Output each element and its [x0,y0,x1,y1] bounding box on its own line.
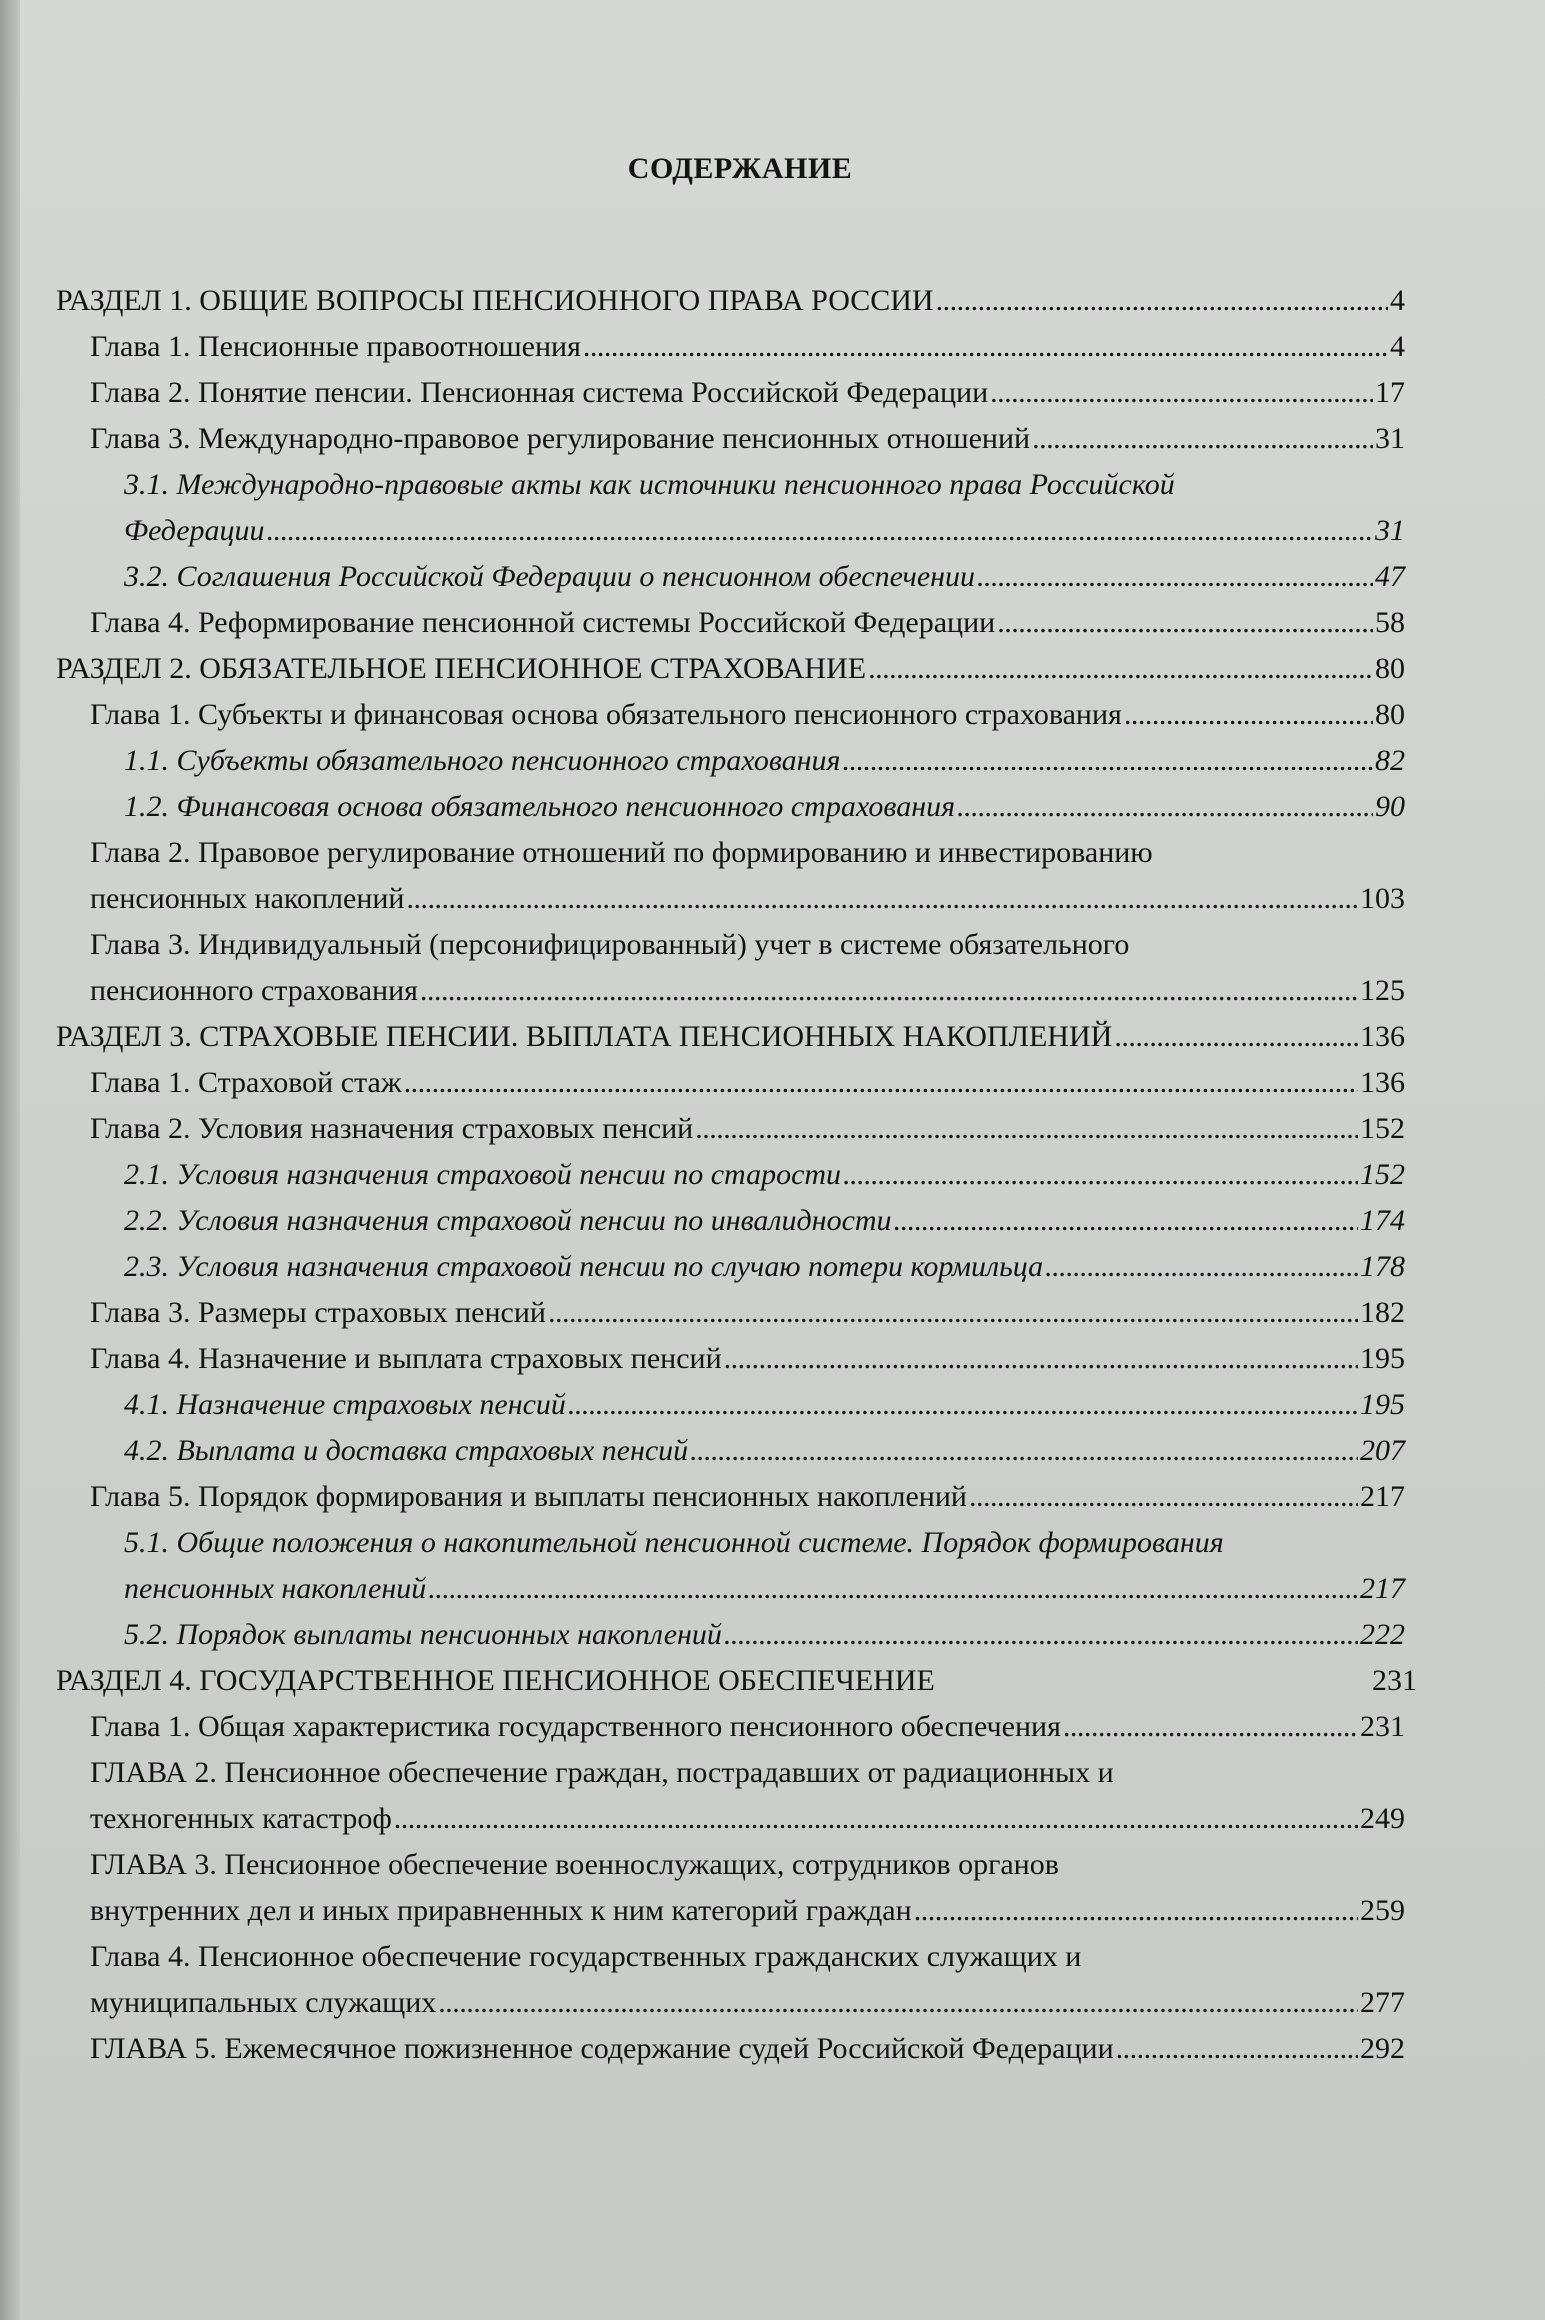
dot-leader [438,1980,1358,2026]
page-number: 222 [1360,1618,1405,1651]
toc-entry [0,738,1405,784]
toc-entry [0,1704,1405,1750]
page-number: 80 [1375,652,1405,685]
dot-leader [914,1888,1358,1934]
toc-entry-text: 1.2. Финансовая основа обязательного пенсионного страхования [124,790,956,823]
toc-entry [0,1152,1405,1198]
toc-entry-text: 2.3. Условия назначения страховой пенсии по случаю потери кормильца [124,1250,1044,1283]
page-number: 292 [1360,2032,1405,2065]
dot-leader [695,1106,1358,1152]
page-number: 4 [1390,284,1405,317]
toc-entry-text: Глава 4. Назначение и выплата страховых пенсий [90,1342,722,1375]
toc-entry-text: 2.1. Условия назначения страховой пенсии по старости [124,1158,842,1191]
page-number: 125 [1360,974,1405,1007]
page-number: 277 [1360,1986,1405,2019]
page-number: 152 [1360,1158,1405,1191]
toc-entry [0,646,1405,692]
page-number: 231 [1372,1664,1417,1697]
dot-leader [407,876,1359,922]
toc-entry-text: техногенных катастроф [90,1802,392,1835]
dot-leader [724,1336,1358,1382]
dot-leader [957,784,1373,830]
toc-entry [0,922,1405,1014]
page-number: 82 [1375,744,1405,777]
page-number: 103 [1360,882,1405,915]
page-number: 17 [1375,376,1405,409]
dot-leader [428,1566,1358,1612]
dot-leader [1063,1704,1358,1750]
dot-leader [1116,2026,1358,2072]
toc-entry [0,1336,1405,1382]
page-number: 249 [1360,1802,1405,1835]
toc-entry-text: Глава 5. Порядок формирования и выплаты пенсионных накоплений [90,1480,967,1513]
toc-entry-text: Глава 1. Общая характеристика государственного пенсионного обеспечения [90,1710,1061,1743]
page-number: 4 [1390,330,1405,363]
toc-entry-text: пенсионных накоплений [124,1572,427,1605]
page-number: 152 [1360,1112,1405,1145]
dot-leader [936,278,1388,324]
toc-entry [0,1244,1405,1290]
page-number: 195 [1360,1388,1405,1421]
page-number: 259 [1360,1894,1405,1927]
dot-leader [843,1152,1358,1198]
page-title: СОДЕРЖАНИЕ [627,152,853,185]
toc-entry [0,1106,1405,1152]
dot-leader [568,1382,1358,1428]
toc-entry-text: Глава 3. Международно-правовое регулирование пенсионных отношений [90,422,1031,455]
toc-entry-text: Глава 1. Субъекты и финансовая основа обязательного пенсионного страхования [90,698,1122,731]
toc-entry-text: 5.2. Порядок выплаты пенсионных накоплений [124,1618,722,1651]
toc-entry-text: Федерации [124,514,265,547]
dot-leader [1124,692,1373,738]
toc-entry [0,1934,1405,2026]
toc-entry-text: Глава 2. Условия назначения страховых пенсий [90,1112,694,1145]
toc-entry-text: 3.2. Соглашения Российской Федерации о пенсионном обеспечении [124,560,976,593]
toc-entry-text: 4.2. Выплата и доставка страховых пенсий [124,1434,689,1467]
toc-entry [0,1750,1405,1842]
toc-entry [0,784,1405,830]
toc-entry-text: Глава 1. Страховой стаж [90,1066,402,1099]
toc-entry-text: РАЗДЕЛ 3. СТРАХОВЫЕ ПЕНСИИ. ВЫПЛАТА ПЕНСИОННЫХ НАКОПЛЕНИЙ [56,1020,1113,1053]
toc-entry-text: 5.1. Общие положения о накопительной пенсионной системе. Порядок формирования [124,1526,1224,1559]
toc-entry [0,1382,1405,1428]
dot-leader [990,370,1373,416]
toc-entry-text: пенсионного страхования [90,974,418,1007]
dot-leader [394,1796,1358,1842]
toc-entry [0,1198,1405,1244]
page-number: 207 [1360,1434,1405,1467]
toc-entry [0,1658,1417,1704]
page-number: 58 [1375,606,1405,639]
toc-entry-text: РАЗДЕЛ 4. ГОСУДАРСТВЕННОЕ ПЕНСИОННОЕ ОБЕСПЕЧЕНИЕ [56,1664,935,1697]
toc-entry-text: Глава 3. Размеры страховых пенсий [90,1296,546,1329]
toc-entry-text: ГЛАВА 5. Ежемесячное пожизненное содержание судей Российской Федерации [90,2032,1114,2065]
toc-entry [0,462,1405,554]
dot-leader [548,1290,1358,1336]
dot-leader [724,1612,1358,1658]
dot-leader [420,968,1358,1014]
page-number: 31 [1375,514,1405,547]
toc-entry [0,1842,1405,1934]
toc-entry [0,278,1405,324]
toc-entry [0,1014,1405,1060]
toc-entry-text: пенсионных накоплений [90,882,405,915]
toc-entry-text: 3.1. Международно-правовые акты как источники пенсионного права Российской [124,468,1175,501]
page-number: 47 [1375,560,1405,593]
toc-entry-text: Глава 1. Пенсионные правоотношения [90,330,581,363]
dot-leader [997,600,1373,646]
toc-entry [0,324,1405,370]
dot-leader [1032,416,1373,462]
toc-entry [0,1060,1405,1106]
toc-entry [0,1290,1405,1336]
page-number: 90 [1375,790,1405,823]
dot-leader [690,1428,1358,1474]
toc-entry-text: Глава 4. Реформирование пенсионной системы Российской Федерации [90,606,996,639]
toc-entry-text: муниципальных служащих [90,1986,437,2019]
dot-leader [969,1474,1358,1520]
toc-entry-text: ГЛАВА 3. Пенсионное обеспечение военнослужащих, сотрудников органов [90,1848,1059,1881]
dot-leader [404,1060,1358,1106]
dot-leader [894,1198,1358,1244]
dot-leader [868,646,1373,692]
table-of-contents [0,278,1545,2072]
dot-leader [267,508,1373,554]
toc-entry [0,416,1405,462]
dot-leader [843,738,1374,784]
page-number: 217 [1360,1572,1405,1605]
toc-entry [0,1428,1405,1474]
dot-leader [583,324,1388,370]
toc-entry-text: 2.2. Условия назначения страховой пенсии по инвалидности [124,1204,892,1237]
dot-leader [977,554,1373,600]
toc-entry-text: 4.1. Назначение страховых пенсий [124,1388,566,1421]
toc-entry [0,554,1405,600]
page-number: 136 [1360,1020,1405,1053]
toc-entry [0,1612,1405,1658]
toc-entry [0,600,1405,646]
toc-entry-text: Глава 2. Правовое регулирование отношений по формированию и инвестированию [90,836,1153,869]
toc-entry [0,2026,1405,2072]
toc-entry-text: Глава 2. Понятие пенсии. Пенсионная система Российской Федерации [90,376,989,409]
page-number: 174 [1360,1204,1405,1237]
toc-entry [0,1474,1405,1520]
toc-entry [0,830,1405,922]
page-number: 182 [1360,1296,1405,1329]
dot-leader [1114,1014,1358,1060]
page-number: 178 [1360,1250,1405,1283]
page-number: 31 [1375,422,1405,455]
page-number: 136 [1360,1066,1405,1099]
toc-entry-text: внутренних дел и иных приравненных к ним категорий граждан [90,1894,912,1927]
toc-entry-text: РАЗДЕЛ 2. ОБЯЗАТЕЛЬНОЕ ПЕНСИОННОЕ СТРАХОВАНИЕ [56,652,867,685]
toc-entry-text: РАЗДЕЛ 1. ОБЩИЕ ВОПРОСЫ ПЕНСИОННОГО ПРАВА РОССИИ [56,284,934,317]
page-number: 80 [1375,698,1405,731]
toc-entry-text: 1.1. Субъекты обязательного пенсионного страхования [124,744,841,777]
page-number: 231 [1360,1710,1405,1743]
dot-leader [1045,1244,1358,1290]
toc-entry [0,1520,1405,1612]
toc-entry-text: ГЛАВА 2. Пенсионное обеспечение граждан, пострадавших от радиационных и [90,1756,1114,1789]
toc-entry [0,692,1405,738]
toc-entry-text: Глава 3. Индивидуальный (персонифицированный) учет в системе обязательного [90,928,1130,961]
toc-entry-text: Глава 4. Пенсионное обеспечение государственных гражданских служащих и [90,1940,1082,1973]
toc-entry [0,370,1405,416]
page-number: 195 [1360,1342,1405,1375]
page-number: 217 [1360,1480,1405,1513]
